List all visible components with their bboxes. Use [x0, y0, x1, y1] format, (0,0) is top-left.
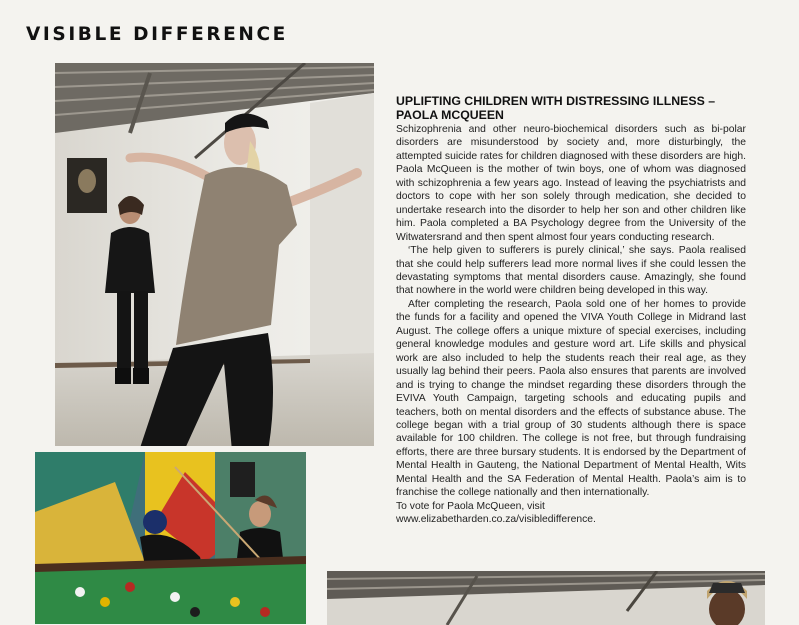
- section-title: VISIBLE DIFFERENCE: [26, 24, 288, 45]
- vote-url[interactable]: www.elizabetharden.co.za/visibledifference.: [396, 514, 596, 526]
- main-photo: [55, 63, 374, 446]
- article-headline: [396, 95, 746, 122]
- photo-pool-table: [35, 452, 306, 624]
- pool-photo: [35, 452, 306, 624]
- headline-line-1: UPLIFTING CHILDREN WITH DISTRESSING ILLNESS –: [396, 94, 716, 108]
- bottom-photo: [327, 571, 765, 625]
- article-paragraph-3: After completing the research, Paola sold one of her homes to provide the funds for a facility and opened the VIVA Youth College in Midrand last August. The college offers a unique mixture of special exercises, including general knowledge modules and gesture word art. Life skills and physical work are also included to help the students reach their real age, as they usually lag behind their peers. Paola also ensures that parents are involved and is trying to change the mindset regarding these disorders through the EVIVA Youth Campaign, targeting schools and educating pupils and teachers, both on mental disorders and the effects of substance abuse. The college began with a trial group of 30 students although there is space available for 100 children. The college is not free, but through fundraising efforts, there are three bursary students. It is endorsed by the Department of Mental Health in Gauteng, the National Department of Mental Health, Wits Mental Health and the SA Federation of Mental Health. Paola’s aim is to franchise the college nationally and then internationally.: [396, 298, 746, 499]
- photo-studio-bottom: [327, 571, 765, 625]
- vote-line-1: To vote for Paola McQueen, visit: [396, 500, 545, 512]
- article-paragraph-1: Schizophrenia and other neuro-biochemical disorders such as bi-polar disorders are misunderstood by society and, more disturbingly, the attempted suicide rates for children diagnosed with these disorders are high. Paola McQueen is the mother of twin boys, one of whom was diagnosed with schizophrenia a few years ago. Instead of leaving the psychiatrists and doctors to cope with her son solely through medication, she decided to undertake research into the disorder to help her son and other children like him. Paola completed a BA Psychology degree from the University of the Witwatersrand and then spent almost four years conducting research.: [396, 124, 746, 243]
- photo-dancer-studio: [55, 63, 374, 446]
- article-body: [396, 123, 746, 500]
- article-paragraph-2: ‘The help given to sufferers is purely clinical,’ she says. Paola realised that she could help sufferers lead more normal lives if she could lessen the devastating symptoms that mental disorders cause. Amazingly, she found that nowhere in the world were children being developed in this way.: [396, 245, 746, 297]
- article: [396, 95, 746, 527]
- headline-line-2: PAOLA MCQUEEN: [396, 107, 504, 122]
